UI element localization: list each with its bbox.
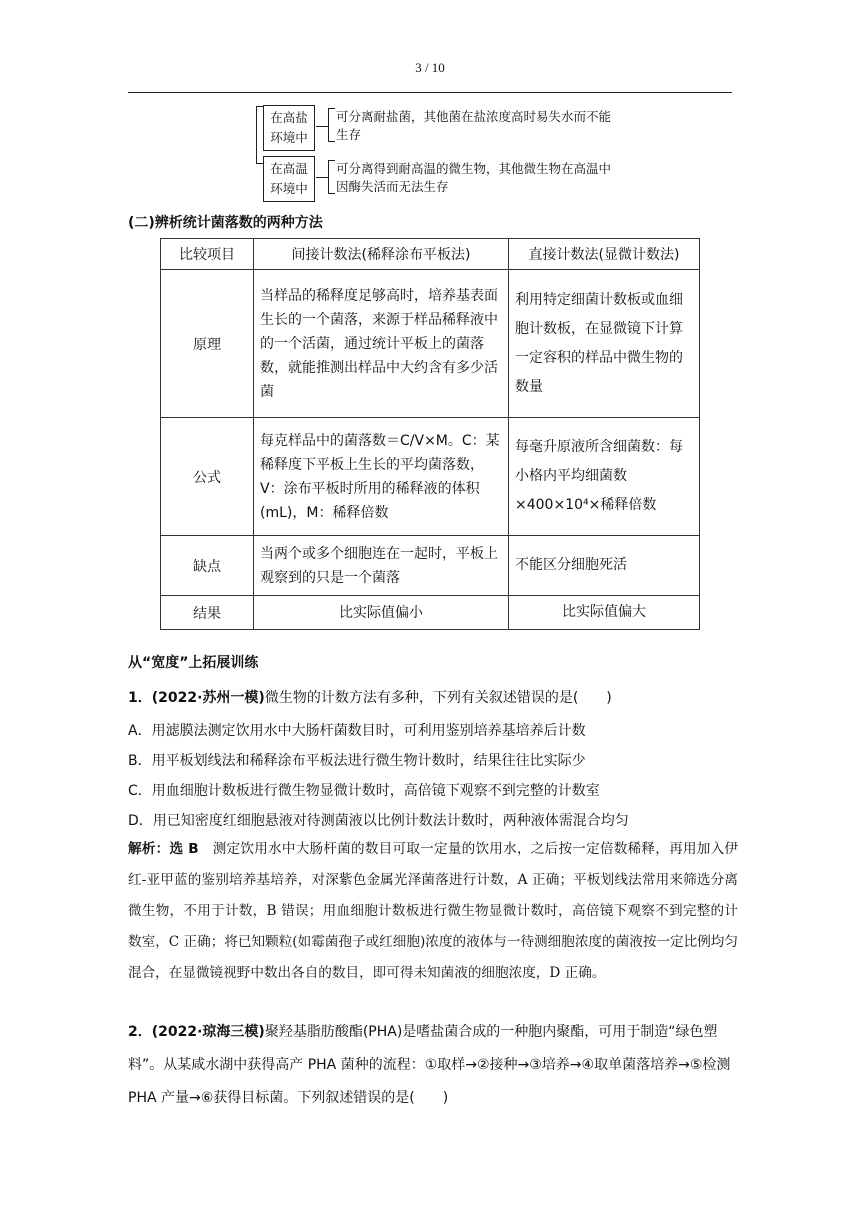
diagram-left-bracket bbox=[256, 106, 263, 164]
question-2-text: 聚羟基脂肪酸酯(PHA)是嗜盐菌合成的一种胞内聚酯，可用于制造“绿色塑料”。从某咸水湖中获得高产 PHA 菌种的流程：①取样→②接种→③培养→④取单菌落培养→⑤检测 PHA 产量→⑥获得目标菌。下列叙述错误的是( ) bbox=[128, 1024, 731, 1106]
page-number: 3 / 10 bbox=[415, 60, 445, 75]
table-row bbox=[161, 596, 700, 630]
solution-text: 测定饮用水中大肠杆菌的数目可取一定量的饮用水，之后按一定倍数稀释，再用加入伊红-亚甲蓝的鉴别培养基培养，对深紫色金属光泽菌落进行计数，A 正确；平板划线法常用来筛选分离微生物，不用于计数，B 错误；用血细胞计数板进行微生物显微计数时，高倍镜下观察不到完整的计数室，C 正确；将已知颗粒(如霉菌孢子或红细胞)浓度的液体与一待测细胞浓度的菌液按一定比例均匀混合，在显微镜视野中数出各自的数目，即可得未知菌液的细胞浓度，D 正确。 bbox=[128, 841, 739, 981]
diagram-connector bbox=[316, 126, 328, 127]
table-header: 比较项目 bbox=[161, 239, 254, 270]
table-row bbox=[161, 418, 700, 536]
question-1-option-d: D．用已知密度红细胞悬液对待测菌液以比例计数法计数时，两种液体需混合均匀 bbox=[128, 813, 629, 829]
question-1-text: 微生物的计数方法有多种，下列有关叙述错误的是( ) bbox=[264, 690, 612, 706]
row-label: 结果 bbox=[161, 596, 254, 630]
diagram-node-high-salt: 在高盐环境中 bbox=[263, 105, 315, 151]
training-title: 从“宽度”上拓展训练 bbox=[128, 655, 259, 671]
header-rule bbox=[128, 92, 732, 93]
row-label: 原理 bbox=[161, 270, 254, 418]
question-1-stem bbox=[128, 683, 734, 713]
row-label: 公式 bbox=[161, 418, 254, 536]
row-label: 缺点 bbox=[161, 536, 254, 596]
cell-indirect: 当两个或多个细胞连在一起时，平板上观察到的只是一个菌落 bbox=[254, 536, 509, 596]
question-1-option-b: B．用平板划线法和稀释涂布平板法进行微生物计数时，结果往往比实际少 bbox=[128, 753, 586, 769]
solution-label: 解析：选 B bbox=[128, 841, 199, 857]
question-1-solution bbox=[128, 834, 738, 989]
cell-direct: 比实际值偏大 bbox=[509, 596, 700, 630]
cell-indirect: 每克样品中的菌落数＝C/V×M。C：某稀释度下平板上生长的平均菌落数，V：涂布平板时所用的稀释液的体积(mL)，M：稀释倍数 bbox=[254, 418, 509, 536]
question-2-prefix: 2．(2022·琼海三模) bbox=[128, 1024, 265, 1040]
section-title: (二)辨析统计菌落数的两种方法 bbox=[128, 215, 323, 231]
cell-indirect: 当样品的稀释度足够高时，培养基表面生长的一个菌落，来源于样品稀释液中的一个活菌，通过统计平板上的菌落数，就能推测出样品中大约含有多少活菌 bbox=[254, 270, 509, 418]
table-header-row bbox=[161, 239, 700, 270]
question-2-stem bbox=[128, 1016, 734, 1115]
diagram-bracket bbox=[328, 160, 335, 194]
diagram-node-high-temp: 在高温环境中 bbox=[263, 156, 315, 202]
cell-direct: 每毫升原液所含细菌数：每小格内平均细菌数×400×10⁴×稀释倍数 bbox=[509, 418, 700, 536]
table-header: 直接计数法(显微计数法) bbox=[509, 239, 700, 270]
question-1-prefix: 1．(2022·苏州一模) bbox=[128, 690, 265, 706]
cell-direct: 利用特定细菌计数板或血细胞计数板，在显微镜下计算一定容积的样品中微生物的数量 bbox=[509, 270, 700, 418]
cell-direct: 不能区分细胞死活 bbox=[509, 536, 700, 596]
question-1-option-c: C．用血细胞计数板进行微生物显微计数时，高倍镜下观察不到完整的计数室 bbox=[128, 783, 600, 799]
diagram-bracket bbox=[328, 108, 335, 142]
cell-indirect: 比实际值偏小 bbox=[254, 596, 509, 630]
diagram-connector bbox=[316, 177, 328, 178]
question-1-option-a: A．用滤膜法测定饮用水中大肠杆菌数目时，可利用鉴别培养基培养后计数 bbox=[128, 723, 586, 739]
comparison-table bbox=[160, 238, 700, 630]
diagram-text-high-temp: 可分离得到耐高温的微生物，其他微生物在高温中因酶失活而无法生存 bbox=[336, 161, 612, 194]
diagram-text-high-salt: 可分离耐盐菌，其他菌在盐浓度高时易失水而不能生存 bbox=[336, 109, 612, 142]
table-header: 间接计数法(稀释涂布平板法) bbox=[254, 239, 509, 270]
table-row bbox=[161, 270, 700, 418]
table-row bbox=[161, 536, 700, 596]
